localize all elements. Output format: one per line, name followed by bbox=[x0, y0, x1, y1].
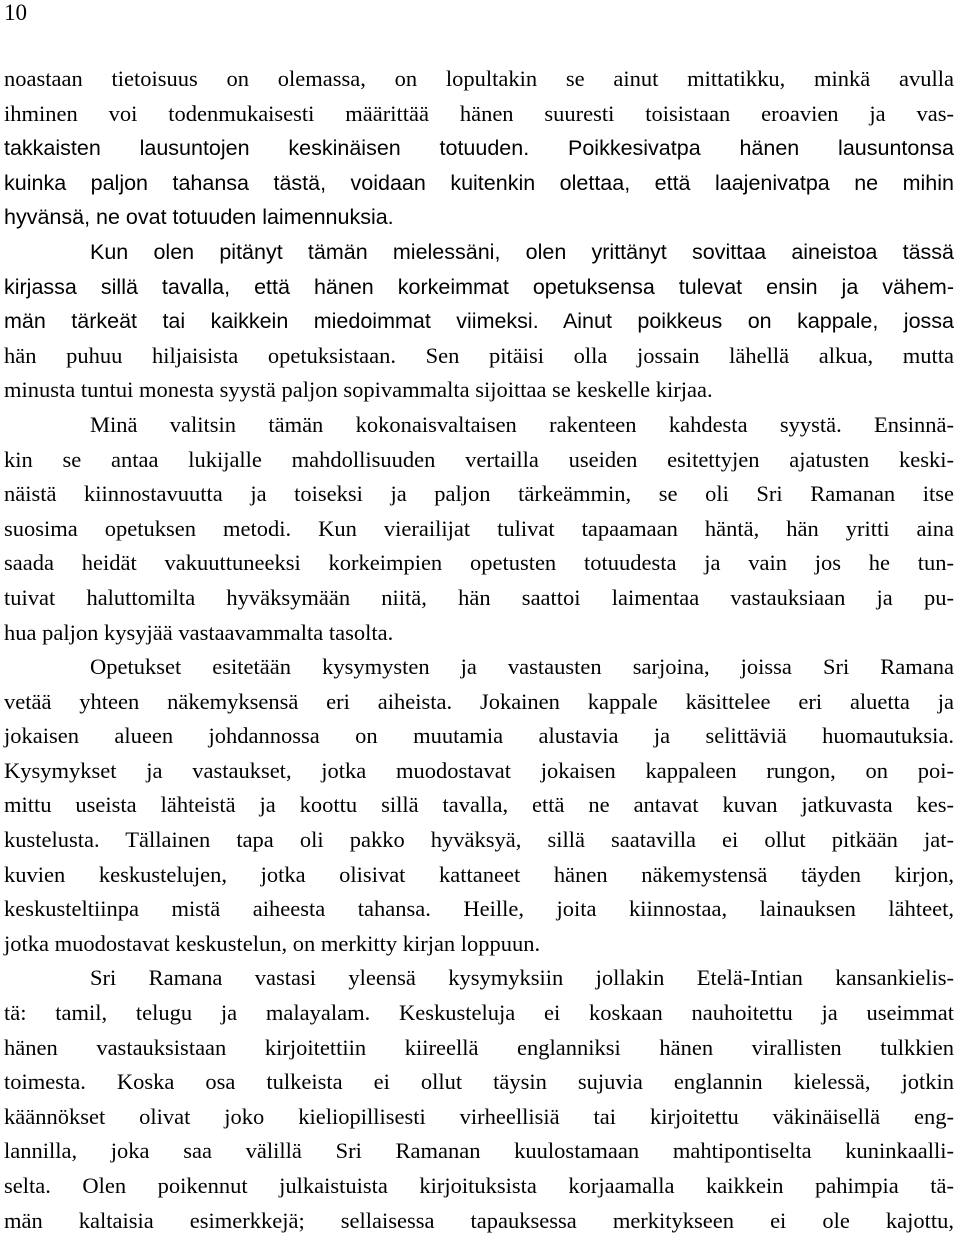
text-line: hua paljon kysyjää vastaavammalta tasolta. bbox=[4, 619, 394, 645]
text-line: jotka muodostavat keskustelun, on merkitty kirjan loppuun. bbox=[4, 930, 541, 956]
text-line: kin se antaa lukijalle mahdollisuuden vertailla useiden esitettyjen ajatusten keski- bbox=[4, 446, 954, 472]
text-line: takkaisten lausuntojen keskinäisen totuuden. Poikkesivatpa hänen lausuntonsa bbox=[4, 136, 954, 161]
body-text bbox=[4, 62, 954, 1238]
text-line: hän puhuu hiljaisista opetuksistaan. Sen pitäisi olla jossain lähellä alkua, mutta bbox=[4, 342, 954, 368]
text-line: kustelusta. Tällainen tapa oli pakko hyväksyä, sillä saatavilla ei ollut pitkään jat- bbox=[4, 827, 954, 853]
text-line: Kun olen pitänyt tämän mielessäni, olen yrittänyt sovittaa aineistoa tässä bbox=[90, 239, 954, 264]
text-line: kirjassa sillä tavalla, että hänen korkeimmat opetuksensa tulevat ensin ja vähem- bbox=[4, 274, 954, 299]
text-line: kuinka paljon tahansa tästä, voidaan kuitenkin olettaa, että laajenivatpa ne mihin bbox=[4, 170, 954, 195]
text-line: Sri Ramana vastasi yleensä kysymyksiin jollakin Etelä-Intian kansankielis- bbox=[90, 965, 954, 991]
text-line: tä: tamil, telugu ja malayalam. Keskusteluja ei koskaan nauhoitettu ja useimmat bbox=[4, 1000, 954, 1026]
text-line: suosima opetuksen metodi. Kun vierailijat tulivat tapaamaan häntä, hän yritti aina bbox=[4, 515, 954, 541]
text-line: jokaisen alueen johdannossa on muutamia alustavia ja selittäviä huomautuksia. bbox=[4, 723, 954, 749]
text-line: keskusteltiinpa mistä aiheesta tahansa. Heille, joita kiinnostaa, lainauksen lähteet, bbox=[4, 896, 954, 922]
text-line: saada heidät vakuuttuneeksi korkeimpien opetusten totuudesta ja vain jos he tun- bbox=[4, 550, 954, 576]
page-number: 10 bbox=[4, 0, 27, 25]
text-line: noastaan tietoisuus on olemassa, on lopultakin se ainut mittatikku, minkä avulla bbox=[4, 66, 954, 91]
text-line: män tärkeät tai kaikkein miedoimmat viimeksi. Ainut poikkeus on kappale, jossa bbox=[4, 309, 954, 334]
text-line: män kaltaisia esimerkkejä; sellaisessa tapauksessa merkitykseen ei ole kajottu, bbox=[4, 1207, 954, 1233]
text-line: selta. Olen poikennut julkaistuista kirjoituksista korjaamalla kaikkein pahimpia tä- bbox=[4, 1173, 954, 1198]
text-line: toimesta. Koska osa tulkeista ei ollut täysin sujuvia englannin kielessä, jotkin bbox=[4, 1069, 954, 1095]
text-line: Minä valitsin tämän kokonaisvaltaisen rakenteen kahdesta syystä. Ensinnä- bbox=[90, 411, 954, 437]
text-line: tuivat haluttomilta hyväksymään niitä, hän saattoi laimentaa vastauksiaan ja pu- bbox=[4, 584, 954, 610]
text-line: käännökset olivat joko kieliopillisesti virheellisiä tai kirjoitettu väkinäisellä eng- bbox=[4, 1103, 954, 1129]
text-line: hyvänsä, ne ovat totuuden laimennuksia. bbox=[4, 205, 394, 230]
text-line: lannilla, joka saa välillä Sri Ramanan kuulostamaan mahtipontiselta kuninkaalli- bbox=[4, 1138, 954, 1164]
text-line: Opetukset esitetään kysymysten ja vastausten sarjoina, joissa Sri Ramana bbox=[90, 654, 954, 680]
text-line: näistä kiinnostavuutta ja toiseksi ja paljon tärkeämmin, se oli Sri Ramanan itse bbox=[4, 481, 954, 507]
text-line: Kysymykset ja vastaukset, jotka muodostavat jokaisen kappaleen rungon, on poi- bbox=[4, 757, 954, 783]
text-line: vetää yhteen näkemyksensä eri aiheista. Jokainen kappale käsittelee eri aluetta ja bbox=[4, 688, 954, 714]
text-line: mittu useista lähteistä ja koottu sillä tavalla, että ne antavat kuvan jatkuvasta kes- bbox=[4, 792, 954, 818]
text-line: ihminen voi todenmukaisesti määrittää hänen suuresti toisistaan eroavien ja vas- bbox=[4, 100, 954, 126]
text-line: kuvien keskustelujen, jotka olisivat kattaneet hänen näkemystensä täyden kirjon, bbox=[4, 861, 954, 887]
text-line: hänen vastauksistaan kirjoitettiin kiireellä englanniksi hänen virallisten tulkkien bbox=[4, 1034, 954, 1060]
text-line: minusta tuntui monesta syystä paljon sopivammalta sijoittaa se keskelle kirjaa. bbox=[4, 377, 713, 403]
